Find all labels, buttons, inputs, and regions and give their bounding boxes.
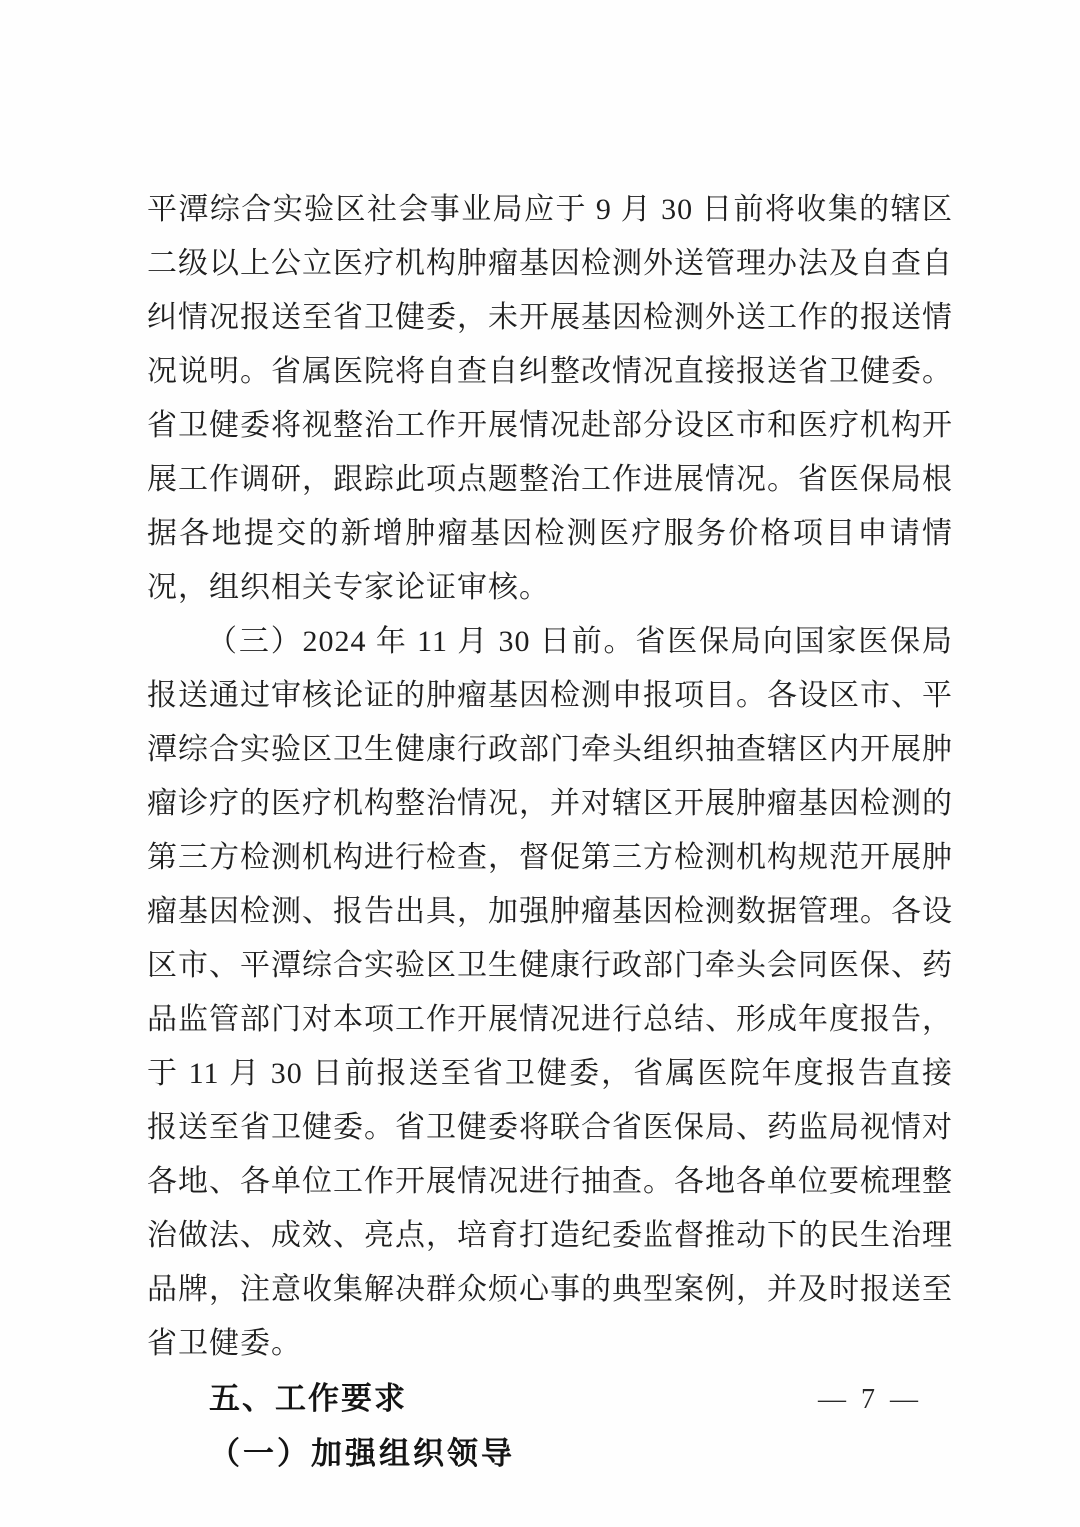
paragraph-continuation: 平潭综合实验区社会事业局应于 9 月 30 日前将收集的辖区二级以上公立医疗机构肿瘤基因检测外送管理办法及自查自纠情况报送至省卫健委，未开展基因检测外送工作的报送情况说明。省属医院将自查自纠整改情况直接报送省卫健委。省卫健委将视整治工作开展情况赴部分设区市和医疗机构开展工作调研，跟踪此项点题整治工作进展情况。省医保局根据各地提交的新增肿瘤基因检测医疗服务价格项目申请情况，组织相关专家论证审核。 [147, 193, 953, 604]
section-heading: 五、工作要求 [209, 1381, 407, 1416]
document-body [147, 183, 953, 1481]
page-number: — 7 — [818, 1384, 922, 1415]
sub-section-heading: （一）加强组织领导 [209, 1436, 515, 1471]
paragraph-item-three: （三）2024 年 11 月 30 日前。省医保局向国家医保局报送通过审核论证的肿瘤基因检测申报项目。各设区市、平潭综合实验区卫生健康行政部门牵头组织抽查辖区内开展肿瘤诊疗的医疗机构整治情况，并对辖区开展肿瘤基因检测的第三方检测机构进行检查，督促第三方检测机构规范开展肿瘤基因检测、报告出具，加强肿瘤基因检测数据管理。各设区市、平潭综合实验区卫生健康行政部门牵头会同医保、药品监管部门对本项工作开展情况进行总结、形成年度报告，于 11 月 30 日前报送至省卫健委，省属医院年度报告直接报送至省卫健委。省卫健委将联合省医保局、药监局视情对各地、各单位工作开展情况进行抽查。各地各单位要梳理整治做法、成效、亮点，培育打造纪委监督推动下的民生治理品牌，注意收集解决群众烦心事的典型案例，并及时报送至省卫健委。 [147, 625, 953, 1360]
